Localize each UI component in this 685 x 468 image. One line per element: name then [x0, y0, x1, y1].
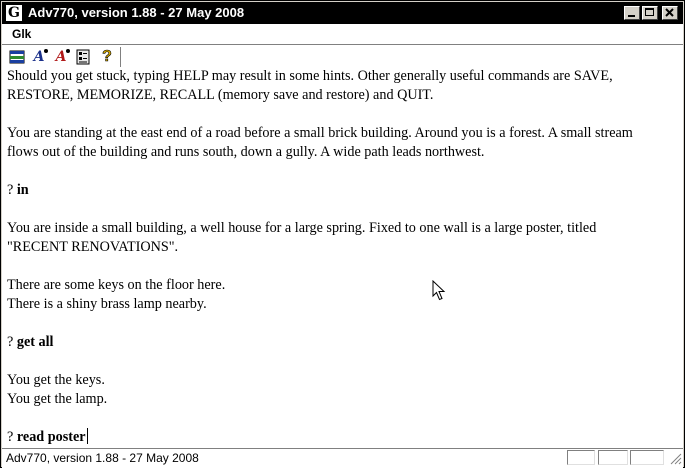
menu-bar: [2, 24, 683, 45]
transcript-line: You get the lamp.: [7, 391, 108, 407]
player-command: in: [16, 182, 29, 198]
window-icon: [9, 49, 25, 65]
font-style-tool-button[interactable]: [30, 48, 48, 66]
help-icon: ?: [102, 48, 112, 65]
transcript-line: You get the keys.: [7, 372, 105, 388]
transcript: [7, 69, 677, 447]
text-caret: [87, 428, 88, 444]
resize-grip-icon[interactable]: [668, 451, 682, 465]
command-input[interactable]: read poster: [16, 429, 86, 445]
title-bar[interactable]: [2, 2, 683, 24]
command-input-line[interactable]: [7, 428, 677, 447]
transcript-line: [7, 200, 677, 219]
transcript-line: There are some keys on the floor here.: [7, 277, 226, 293]
minimize-button[interactable]: [624, 6, 640, 20]
status-panel: [598, 450, 628, 465]
minimize-icon: [628, 15, 635, 17]
toolbar: [2, 45, 683, 70]
status-text: Adv770, version 1.88 - 27 May 2008: [6, 451, 199, 465]
options-tool-button[interactable]: [74, 48, 92, 66]
mouse-pointer-icon: [432, 280, 446, 302]
app-icon[interactable]: G: [6, 5, 22, 21]
maximize-button[interactable]: [642, 6, 658, 20]
help-tool-button[interactable]: [98, 48, 116, 66]
status-bar: [2, 448, 683, 468]
maximize-icon: [645, 8, 654, 16]
transcript-line: RESTORE, MEMORIZE, RECALL (memory save and restore) and QUIT.: [7, 87, 434, 103]
menu-glk[interactable]: Glk: [12, 27, 32, 41]
transcript-line: [7, 409, 677, 428]
transcript-line: [7, 257, 677, 276]
close-icon: [663, 7, 677, 19]
window-title: Adv770, version 1.88 - 27 May 2008: [28, 5, 245, 20]
transcript-line: [7, 352, 677, 371]
transcript-line: You are standing at the east end of a road before a small brick building. Around you is a forest. A small stream: [7, 125, 633, 141]
transcript-line: There is a shiny brass lamp nearby.: [7, 296, 207, 312]
toolbar-separator: [120, 47, 121, 67]
font-color-icon: A: [56, 48, 67, 66]
font-style-icon: A: [34, 48, 45, 66]
transcript-line: "RECENT RENOVATIONS".: [7, 239, 179, 255]
options-icon: [75, 49, 91, 65]
window-tool-button[interactable]: [8, 48, 26, 66]
transcript-line: You are inside a small building, a well house for a large spring. Fixed to one wall is a large poster, titled: [7, 220, 597, 236]
close-button[interactable]: [662, 6, 678, 20]
transcript-line: [7, 314, 677, 333]
status-panel: [567, 450, 595, 465]
prompt: ?: [7, 182, 17, 198]
player-command: get all: [16, 334, 54, 350]
transcript-line: Should you get stuck, typing HELP may result in some hints. Other generally useful commands are SAVE,: [7, 69, 613, 84]
status-panel: [630, 450, 664, 465]
font-color-tool-button[interactable]: [52, 48, 70, 66]
transcript-line: flows out of the building and runs south, down a gully. A wide path leads northwest.: [7, 144, 485, 160]
command-line: [7, 333, 677, 352]
transcript-line: [7, 105, 677, 124]
command-line: [7, 181, 677, 200]
transcript-line: [7, 162, 677, 181]
prompt: ?: [7, 334, 17, 350]
game-text-window[interactable]: [2, 69, 683, 448]
prompt: ?: [7, 429, 17, 445]
